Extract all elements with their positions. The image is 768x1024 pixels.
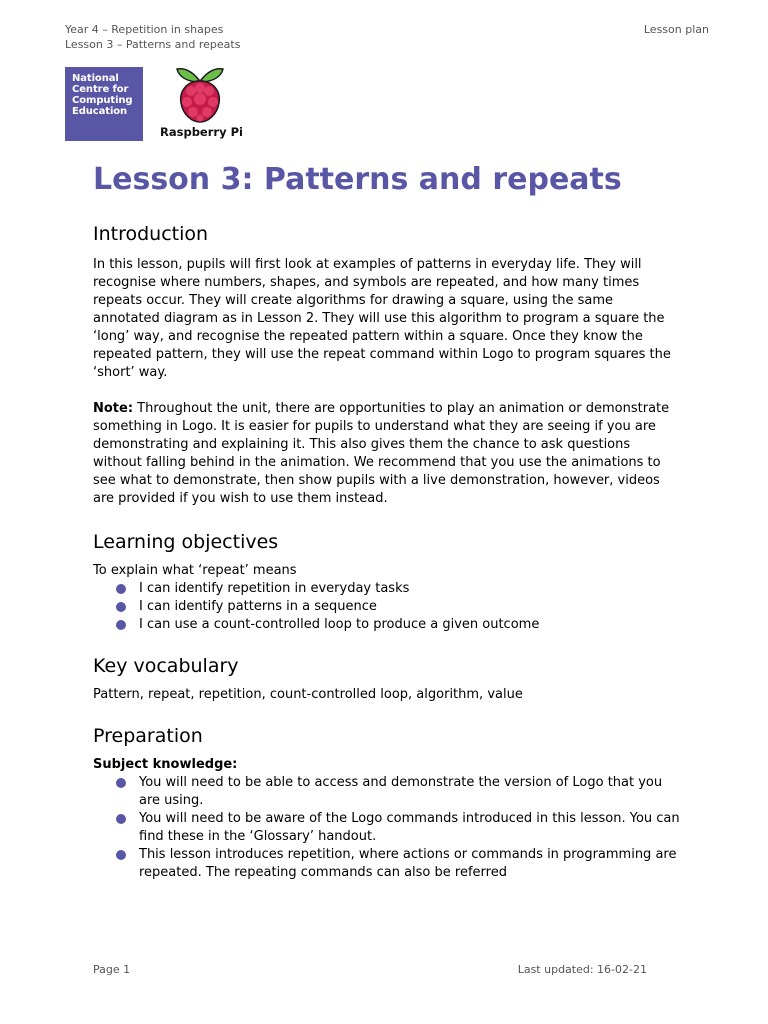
ncce-logo xyxy=(65,67,143,141)
bullet-icon xyxy=(116,850,126,860)
list-item xyxy=(139,616,683,634)
ncce-logo-line: National xyxy=(72,73,119,84)
objective-text: I can identify repetition in everyday tasks xyxy=(139,581,410,596)
list-item xyxy=(139,846,683,882)
bullet-icon xyxy=(116,602,126,612)
list-item xyxy=(139,580,683,598)
ncce-logo-line: Education xyxy=(72,106,128,117)
page-title: Lesson 3: Patterns and repeats xyxy=(93,162,622,197)
note-label: Note: xyxy=(93,401,134,416)
bullet-icon xyxy=(116,814,126,824)
note-text: Throughout the unit, there are opportunities to play an animation or demonstrate something in Logo. It is easier for pupils to understand what they are seeing if you are demonstrating and explaining it. This also gives them the chance to ask questions without falling behind in the animation. We recommend that you use the animations to see what to demonstrate, then show pupils with a live demonstration, however, videos are provided if you wish to use them instead. xyxy=(93,401,670,506)
ncce-logo-line: Computing xyxy=(72,95,133,106)
objectives-heading: Learning objectives xyxy=(93,531,279,553)
last-updated: Last updated: 16-02-21 xyxy=(517,963,647,976)
vocabulary-text: Pattern, repeat, repetition, count-controlled loop, algorithm, value xyxy=(93,687,523,702)
bullet-icon xyxy=(116,584,126,594)
ncce-logo-line: Centre for xyxy=(72,84,129,95)
list-item xyxy=(139,810,683,846)
bullet-icon xyxy=(116,620,126,630)
header-unit: Year 4 – Repetition in shapes xyxy=(65,23,224,36)
page-number: Page 1 xyxy=(93,963,131,976)
header-lesson: Lesson 3 – Patterns and repeats xyxy=(65,38,241,51)
objective-text: I can use a count-controlled loop to produce a given outcome xyxy=(139,617,540,632)
introduction-paragraph: In this lesson, pupils will first look at examples of patterns in everyday life. They will recognise where numbers, shapes, and symbols are repeated, and how many times repeats occur. They will create algorithms for drawing a square, using the same annotated diagram as in Lesson 2. They will use this algorithm to program a square the ‘long’ way, and recognise the repeated pattern within a square. Once they know the repeated pattern, they will use the repeat command within Logo to program squares the ‘short’ way. xyxy=(93,257,671,380)
list-item xyxy=(139,774,683,810)
objectives-lead: To explain what ‘repeat’ means xyxy=(93,563,297,578)
list-item xyxy=(139,598,683,616)
header-doc-type: Lesson plan xyxy=(643,23,709,36)
objective-text: I can identify patterns in a sequence xyxy=(139,599,377,614)
preparation-heading: Preparation xyxy=(93,725,203,747)
raspberry-icon xyxy=(175,66,225,124)
subject-knowledge-heading: Subject knowledge: xyxy=(93,757,238,772)
page-header xyxy=(65,22,240,52)
preparation-text: You will need to be aware of the Logo commands introduced in this lesson. You can find these in the ‘Glossary’ handout. xyxy=(139,811,680,844)
vocabulary-heading: Key vocabulary xyxy=(93,655,239,677)
raspberry-pi-logo xyxy=(160,66,244,144)
preparation-text: You will need to be able to access and demonstrate the version of Logo that you are using. xyxy=(139,775,663,808)
note-paragraph xyxy=(93,400,683,508)
preparation-list xyxy=(93,774,683,882)
raspberry-pi-wordmark: Raspberry Pi xyxy=(160,125,243,139)
introduction-heading: Introduction xyxy=(93,223,209,245)
preparation-text: This lesson introduces repetition, where actions or commands in programming are repeated. The repeating commands can also be referred xyxy=(139,847,677,880)
lesson-content xyxy=(93,160,683,882)
bullet-icon xyxy=(116,778,126,788)
objectives-list xyxy=(93,580,683,634)
